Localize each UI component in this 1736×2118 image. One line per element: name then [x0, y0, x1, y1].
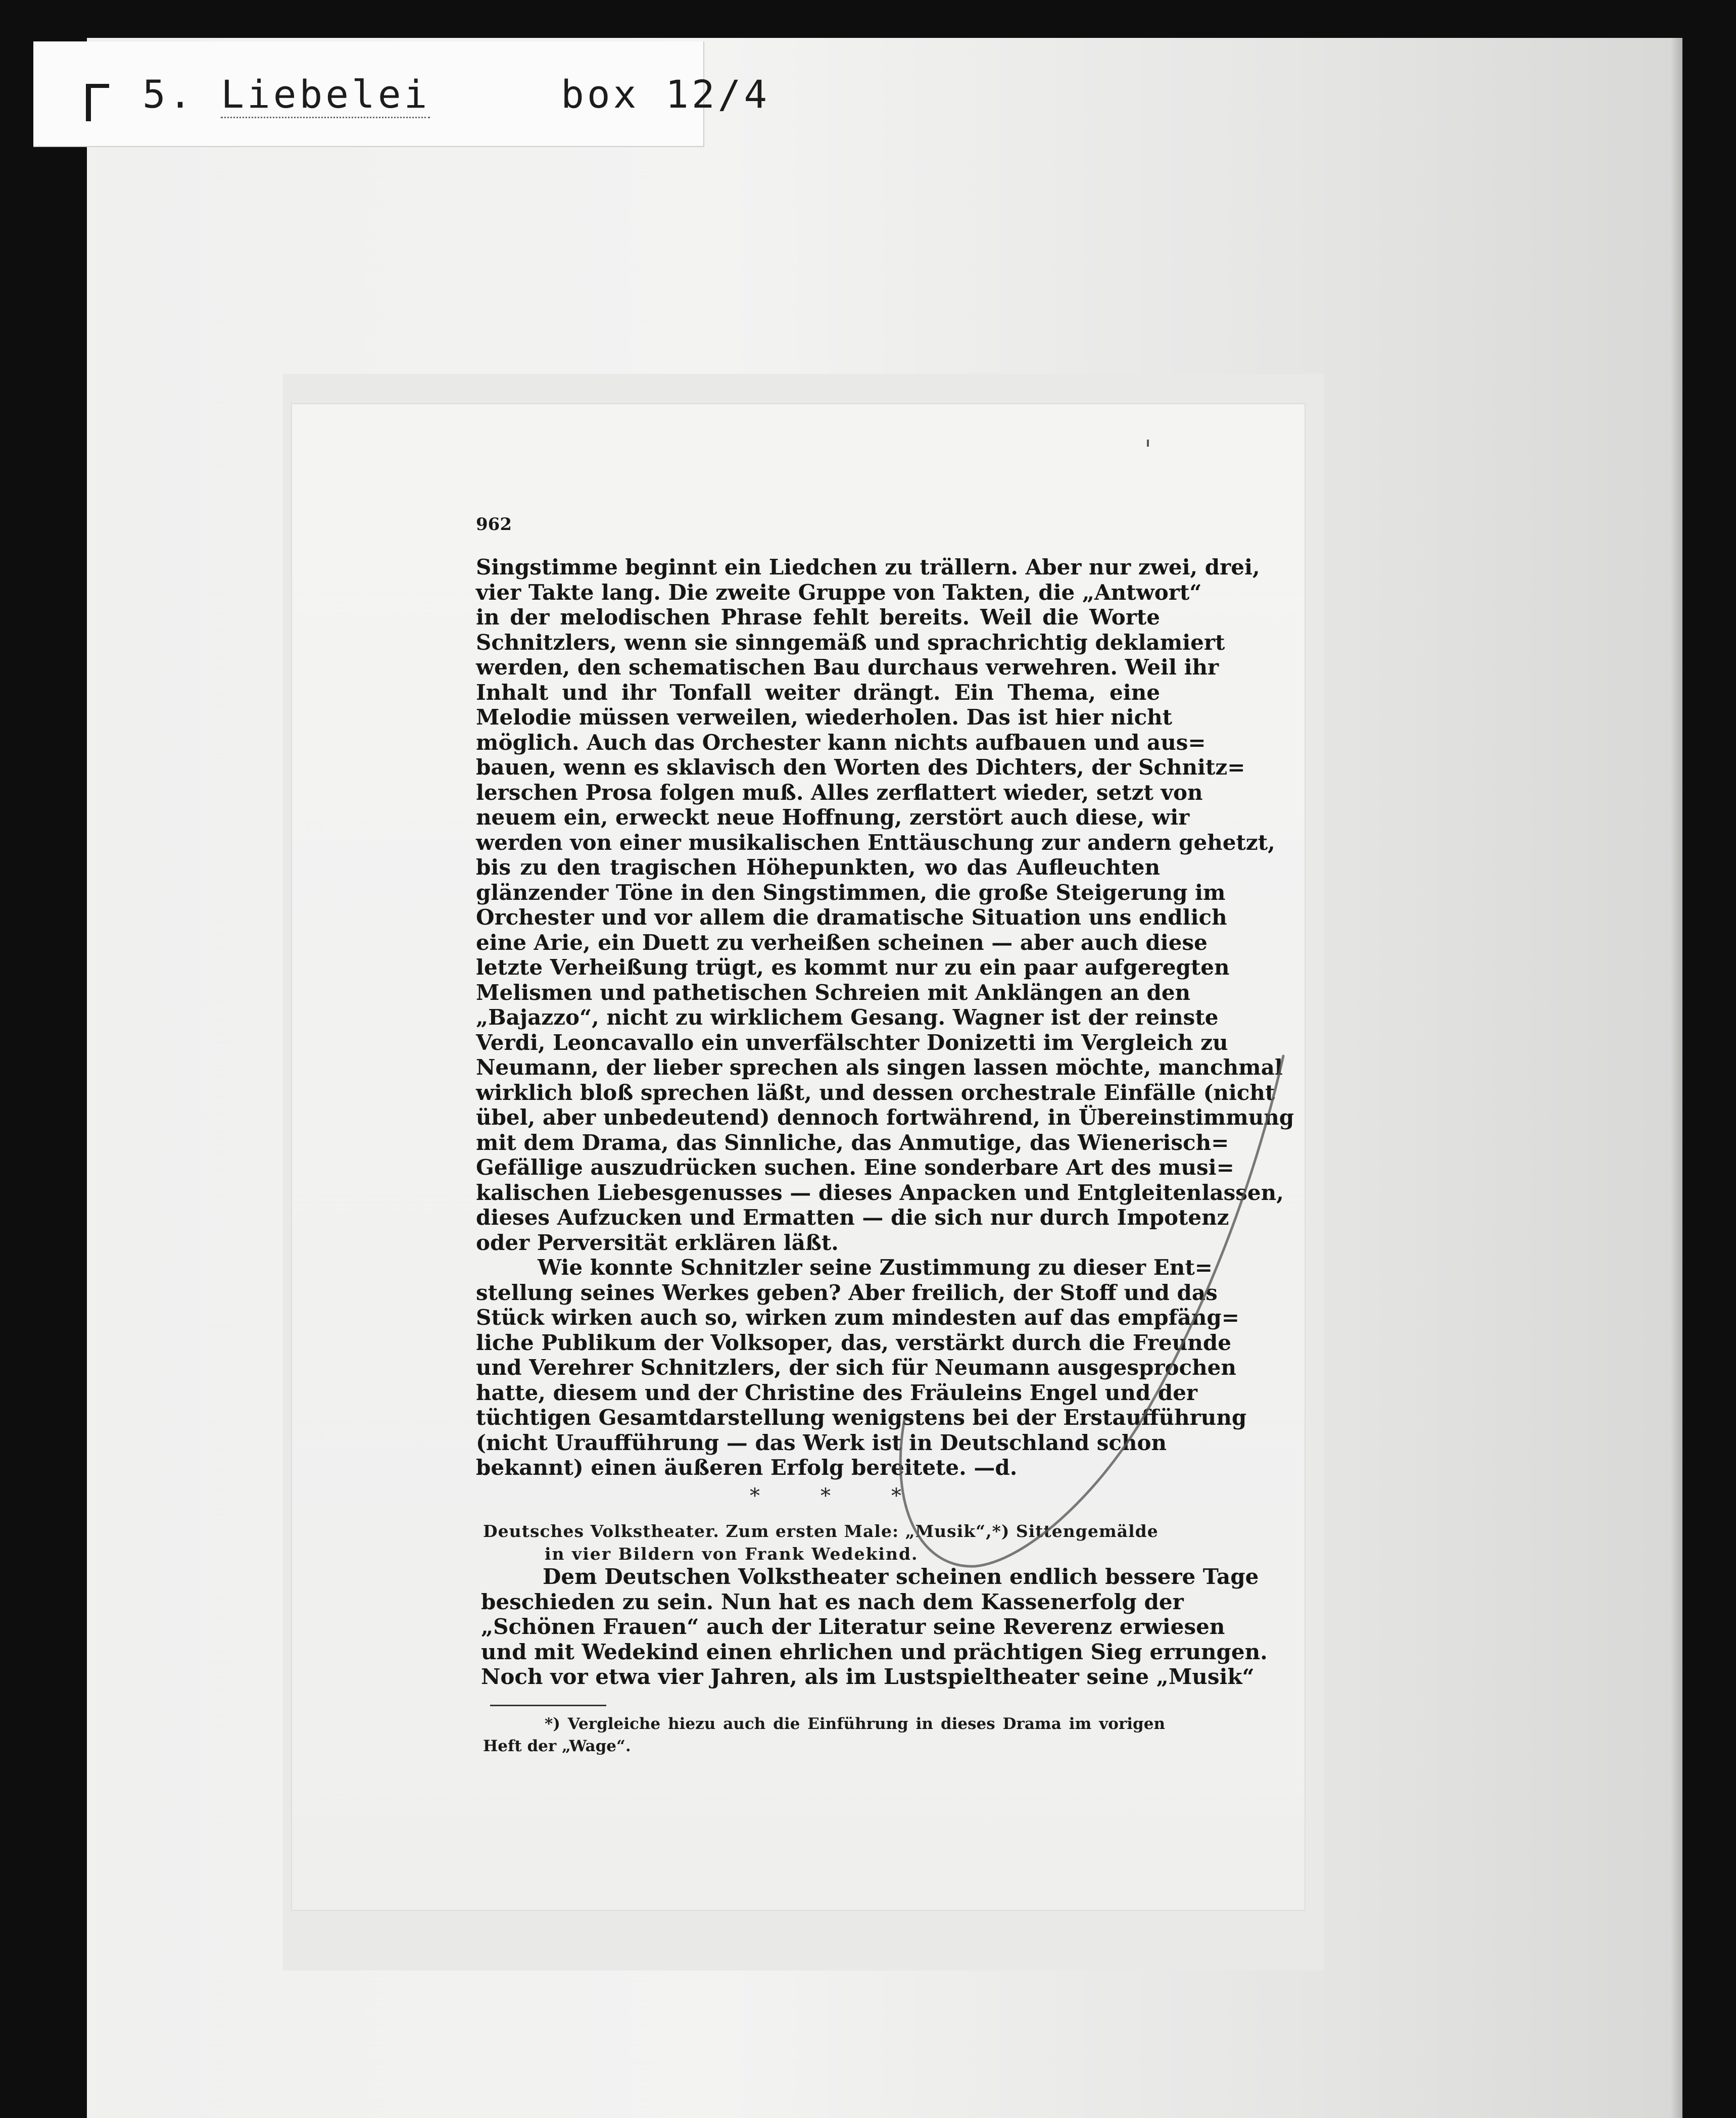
- article-line: hatte, diesem und der Christine des Fräuleins Engel und der: [476, 1380, 1198, 1405]
- article-line: Schnitzlers, wenn sie sinngemäß und sprachrichtig deklamiert: [476, 630, 1225, 655]
- edge-mark: [1147, 440, 1149, 447]
- article-line: liche Publikum der Volksoper, das, verstärkt durch die Freunde: [476, 1330, 1231, 1355]
- article-line: werden von einer musikalischen Enttäuschung zur andern gehetzt,: [476, 830, 1275, 855]
- article-line: Verdi, Leoncavallo ein unverfälschter Donizetti im Vergleich zu: [476, 1030, 1228, 1055]
- article-line: bekannt) einen äußeren Erfolg bereitete. —d.: [476, 1455, 1018, 1480]
- footnote: [483, 1713, 1165, 1757]
- page-number: 962: [476, 514, 512, 535]
- review-heading: [483, 1520, 1168, 1565]
- label-corner-mark: [86, 84, 91, 121]
- section-separator: [750, 1484, 901, 1508]
- article-line: eine Arie, ein Duett zu verheißen scheinen — aber auch diese: [476, 930, 1208, 955]
- review-line: Noch vor etwa vier Jahren, als im Lustspieltheater seine „Musik“: [481, 1664, 1255, 1689]
- article-line: in der melodischen Phrase fehlt bereits. Weil die Worte: [476, 605, 1160, 630]
- article-line: „Bajazzo“, nicht zu wirklichem Gesang. Wagner ist der reinste: [476, 1005, 1219, 1030]
- label-corner-mark-top: [86, 84, 109, 88]
- article-line: Stück wirken auch so, wirken zum mindesten auf das empfäng=: [476, 1305, 1239, 1330]
- footnote-rule: [490, 1705, 606, 1706]
- article-line: stellung seines Werkes geben? Aber freilich, der Stoff und das: [476, 1280, 1218, 1305]
- article-line: werden, den schematischen Bau durchaus verwehren. Weil ihr: [476, 655, 1219, 680]
- article-line: vier Takte lang. Die zweite Gruppe von Takten, die „Antwort“: [476, 580, 1202, 605]
- separator-star: *: [750, 1484, 760, 1508]
- label-box: box 12/4: [561, 72, 770, 117]
- article-line: tüchtigen Gesamtdarstellung wenigstens bei der Erstaufführung: [476, 1405, 1247, 1430]
- article-line: bis zu den tragischen Höhepunkten, wo das Aufleuchten: [476, 855, 1160, 880]
- review-line: Dem Deutschen Volkstheater scheinen endlich bessere Tage: [543, 1564, 1259, 1589]
- review-line: „Schönen Frauen“ auch der Literatur seine Reverenz erwiesen: [481, 1614, 1225, 1639]
- article-line: Inhalt und ihr Tonfall weiter drängt. Ein Thema, eine: [476, 680, 1160, 705]
- article-line: dieses Aufzucken und Ermatten — die sich nur durch Impotenz: [476, 1205, 1229, 1230]
- article-line: Melodie müssen verweilen, wiederholen. Das ist hier nicht: [476, 705, 1173, 730]
- article-line: übel, aber unbedeutend) dennoch fortwährend, in Übereinstimmung: [476, 1105, 1294, 1130]
- article-line: oder Perversität erklären läßt.: [476, 1230, 839, 1255]
- article-line: kalischen Liebesgenusses — dieses Anpacken und Entgleitenlassen,: [476, 1180, 1284, 1205]
- separator-star: *: [891, 1484, 901, 1508]
- article-line: Singstimme beginnt ein Liedchen zu trällern. Aber nur zwei, drei,: [476, 555, 1260, 580]
- article-line: Gefällige auszudrücken suchen. Eine sonderbare Art des musi=: [476, 1155, 1234, 1180]
- review-line: beschieden zu sein. Nun hat es nach dem Kassenerfolg der: [481, 1589, 1184, 1614]
- article-line: Melismen und pathetischen Schreien mit Anklängen an den: [476, 980, 1191, 1005]
- label-number: 5.: [142, 72, 195, 117]
- footnote-line: *) Vergleiche hiezu auch die Einführung in dieses Drama im vorigen: [545, 1715, 1165, 1733]
- article-line: glänzender Töne in den Singstimmen, die große Steigerung im: [476, 880, 1226, 905]
- article-line: Orchester und vor allem die dramatische Situation uns endlich: [476, 905, 1227, 930]
- label-title: Liebelei: [221, 72, 430, 118]
- article-line: letzte Verheißung trügt, es kommt nur zu ein paar aufgeregten: [476, 955, 1230, 980]
- review-heading-line: in vier Bildern von Frank Wedekind.: [545, 1544, 919, 1564]
- article-line: Wie konnte Schnitzler seine Zustimmung zu dieser Ent=: [538, 1255, 1213, 1280]
- review-body: [481, 1564, 1268, 1690]
- article-line: mit dem Drama, das Sinnliche, das Anmutige, das Wienerisch=: [476, 1130, 1229, 1155]
- review-line: und mit Wedekind einen ehrlichen und prächtigen Sieg errungen.: [481, 1639, 1268, 1664]
- archive-label: [142, 72, 770, 117]
- article-line: möglich. Auch das Orchester kann nichts aufbauen und aus=: [476, 730, 1206, 755]
- article-line: (nicht Uraufführung — das Werk ist in Deutschland schon: [476, 1430, 1167, 1455]
- footnote-line: Heft der „Wage“.: [483, 1737, 631, 1755]
- article-line: Neumann, der lieber sprechen als singen lassen möchte, manchmal: [476, 1055, 1283, 1080]
- article-line: wirklich bloß sprechen läßt, und dessen orchestrale Einfälle (nicht: [476, 1080, 1275, 1105]
- separator-star: *: [821, 1484, 831, 1508]
- review-heading-line: Deutsches Volkstheater. Zum ersten Male: „Musik“,*) Sittengemälde: [483, 1521, 1159, 1541]
- article-line: lerschen Prosa folgen muß. Alles zerflattert wieder, setzt von: [476, 780, 1203, 805]
- article-line: neuem ein, erweckt neue Hoffnung, zerstört auch diese, wir: [476, 805, 1190, 830]
- article-body: [476, 555, 1294, 1480]
- article-line: und Verehrer Schnitzlers, der sich für Neumann ausgesprochen: [476, 1355, 1236, 1380]
- article-line: bauen, wenn es sklavisch den Worten des Dichters, der Schnitz=: [476, 755, 1245, 780]
